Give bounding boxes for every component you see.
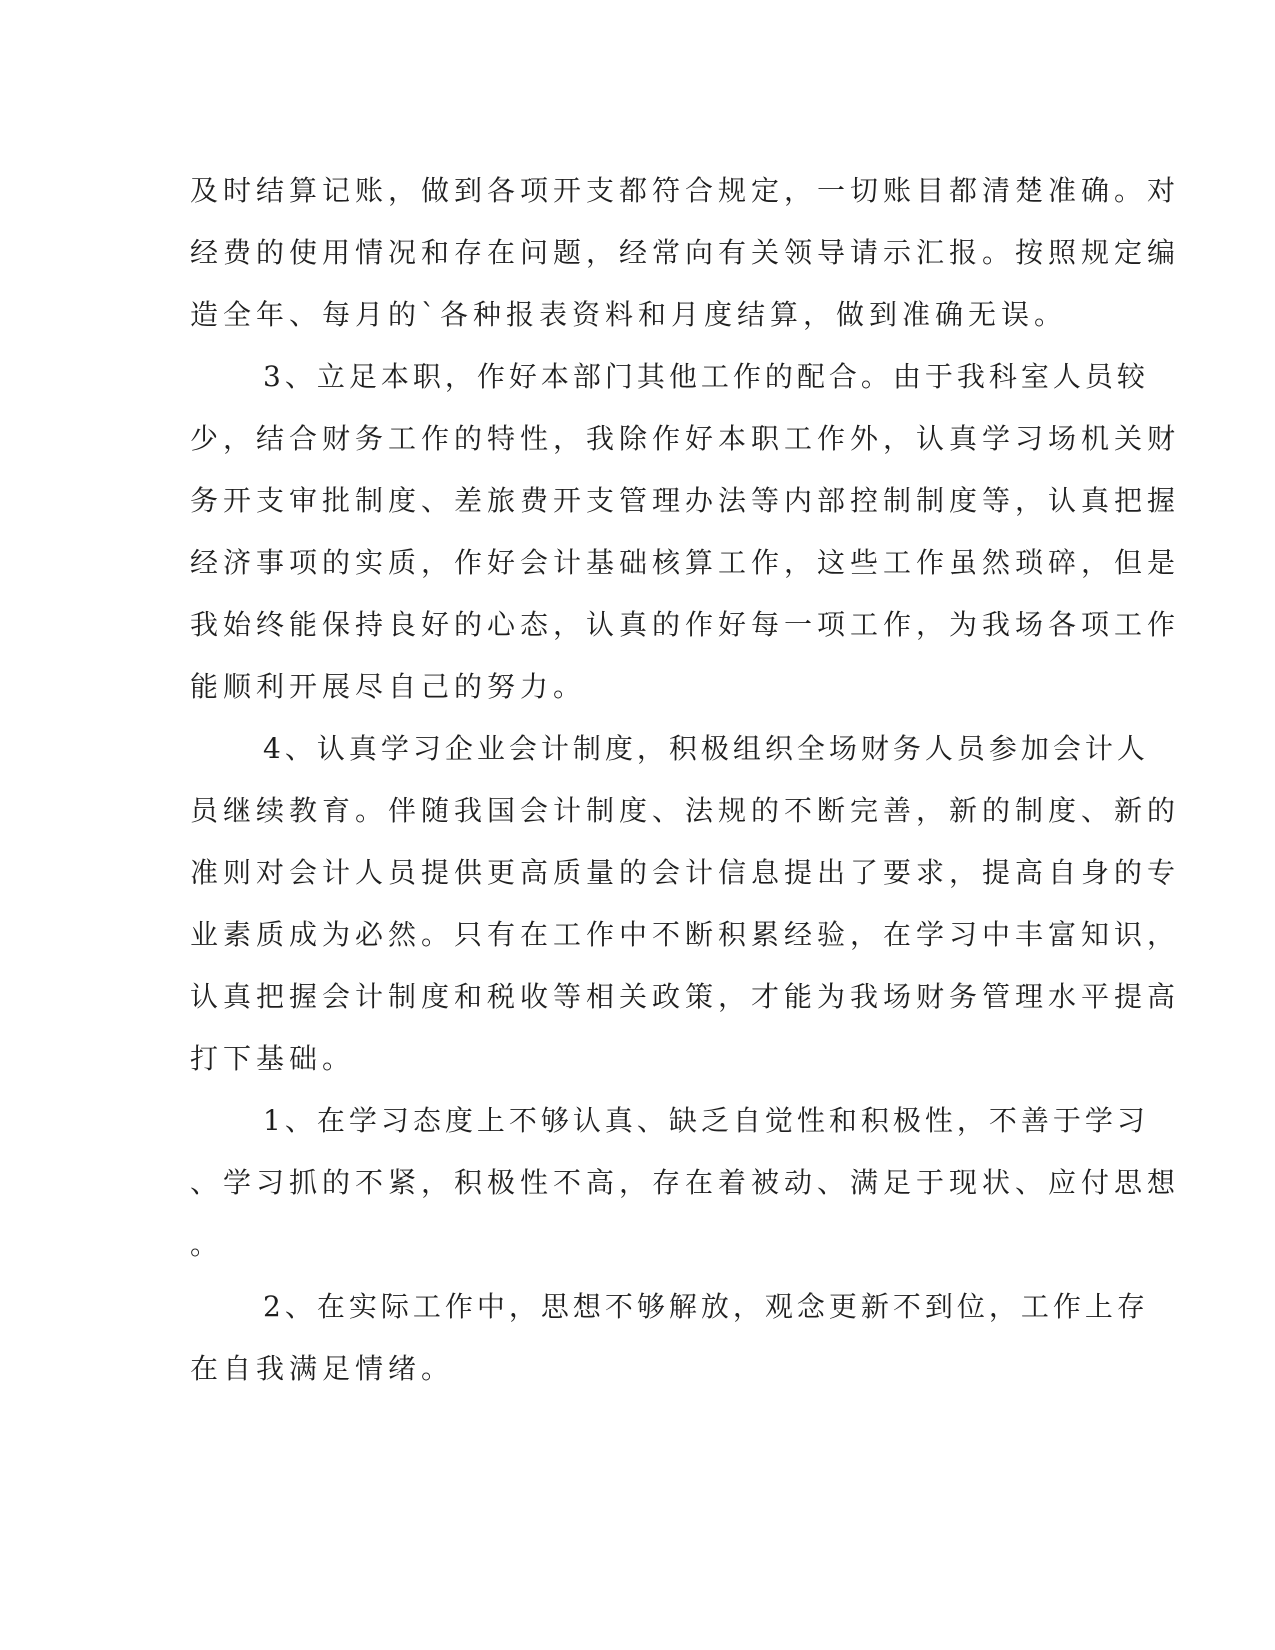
text-line: 少，结合财务工作的特性，我除作好本职工作外，认真学习场机关财	[190, 422, 1181, 455]
text-line: 3、立足本职，作好本部门其他工作的配合。由于我科室人员较	[263, 360, 1149, 393]
text-line: 、学习抓的不紧，积极性不高，存在着被动、满足于现状、应付思想	[190, 1166, 1181, 1199]
paragraph-2	[190, 346, 1181, 718]
text-line: 在自我满足情绪。	[190, 1352, 455, 1385]
text-line: 能顺利开展尽自己的努力。	[190, 670, 587, 703]
text-line: 经济事项的实质，作好会计基础核算工作，这些工作虽然琐碎，但是	[190, 546, 1181, 579]
text-line: 2、在实际工作中，思想不够解放，观念更新不到位，工作上存	[263, 1290, 1149, 1323]
text-line: 准则对会计人员提供更高质量的会计信息提出了要求，提高自身的专	[190, 856, 1181, 889]
text-line: 4、认真学习企业会计制度，积极组织全场财务人员参加会计人	[263, 732, 1149, 765]
text-line: 经费的使用情况和存在问题，经常向有关领导请示汇报。按照规定编	[190, 236, 1181, 269]
text-line: 打下基础。	[190, 1042, 356, 1075]
text-line: 务开支审批制度、差旅费开支管理办法等内部控制制度等，认真把握	[190, 484, 1181, 517]
paragraph-3	[190, 718, 1181, 1090]
text-line: 认真把握会计制度和税收等相关政策，才能为我场财务管理水平提高	[190, 980, 1181, 1013]
text-line: 我始终能保持良好的心态，认真的作好每一项工作，为我场各项工作	[190, 608, 1181, 641]
document-body	[190, 160, 1181, 1400]
paragraph-4	[190, 1090, 1181, 1276]
text-line: 。	[190, 1228, 224, 1261]
text-line: 业素质成为必然。只有在工作中不断积累经验，在学习中丰富知识，	[190, 918, 1181, 951]
text-line: 员继续教育。伴随我国会计制度、法规的不断完善，新的制度、新的	[190, 794, 1181, 827]
paragraph-5	[190, 1276, 1149, 1400]
text-line: 造全年、每月的`各种报表资料和月度结算，做到准确无误。	[190, 298, 1068, 331]
text-line: 及时结算记账，做到各项开支都符合规定，一切账目都清楚准确。对	[190, 174, 1181, 207]
text-line: 1、在学习态度上不够认真、缺乏自觉性和积极性，不善于学习	[263, 1104, 1149, 1137]
paragraph-1	[190, 160, 1181, 346]
